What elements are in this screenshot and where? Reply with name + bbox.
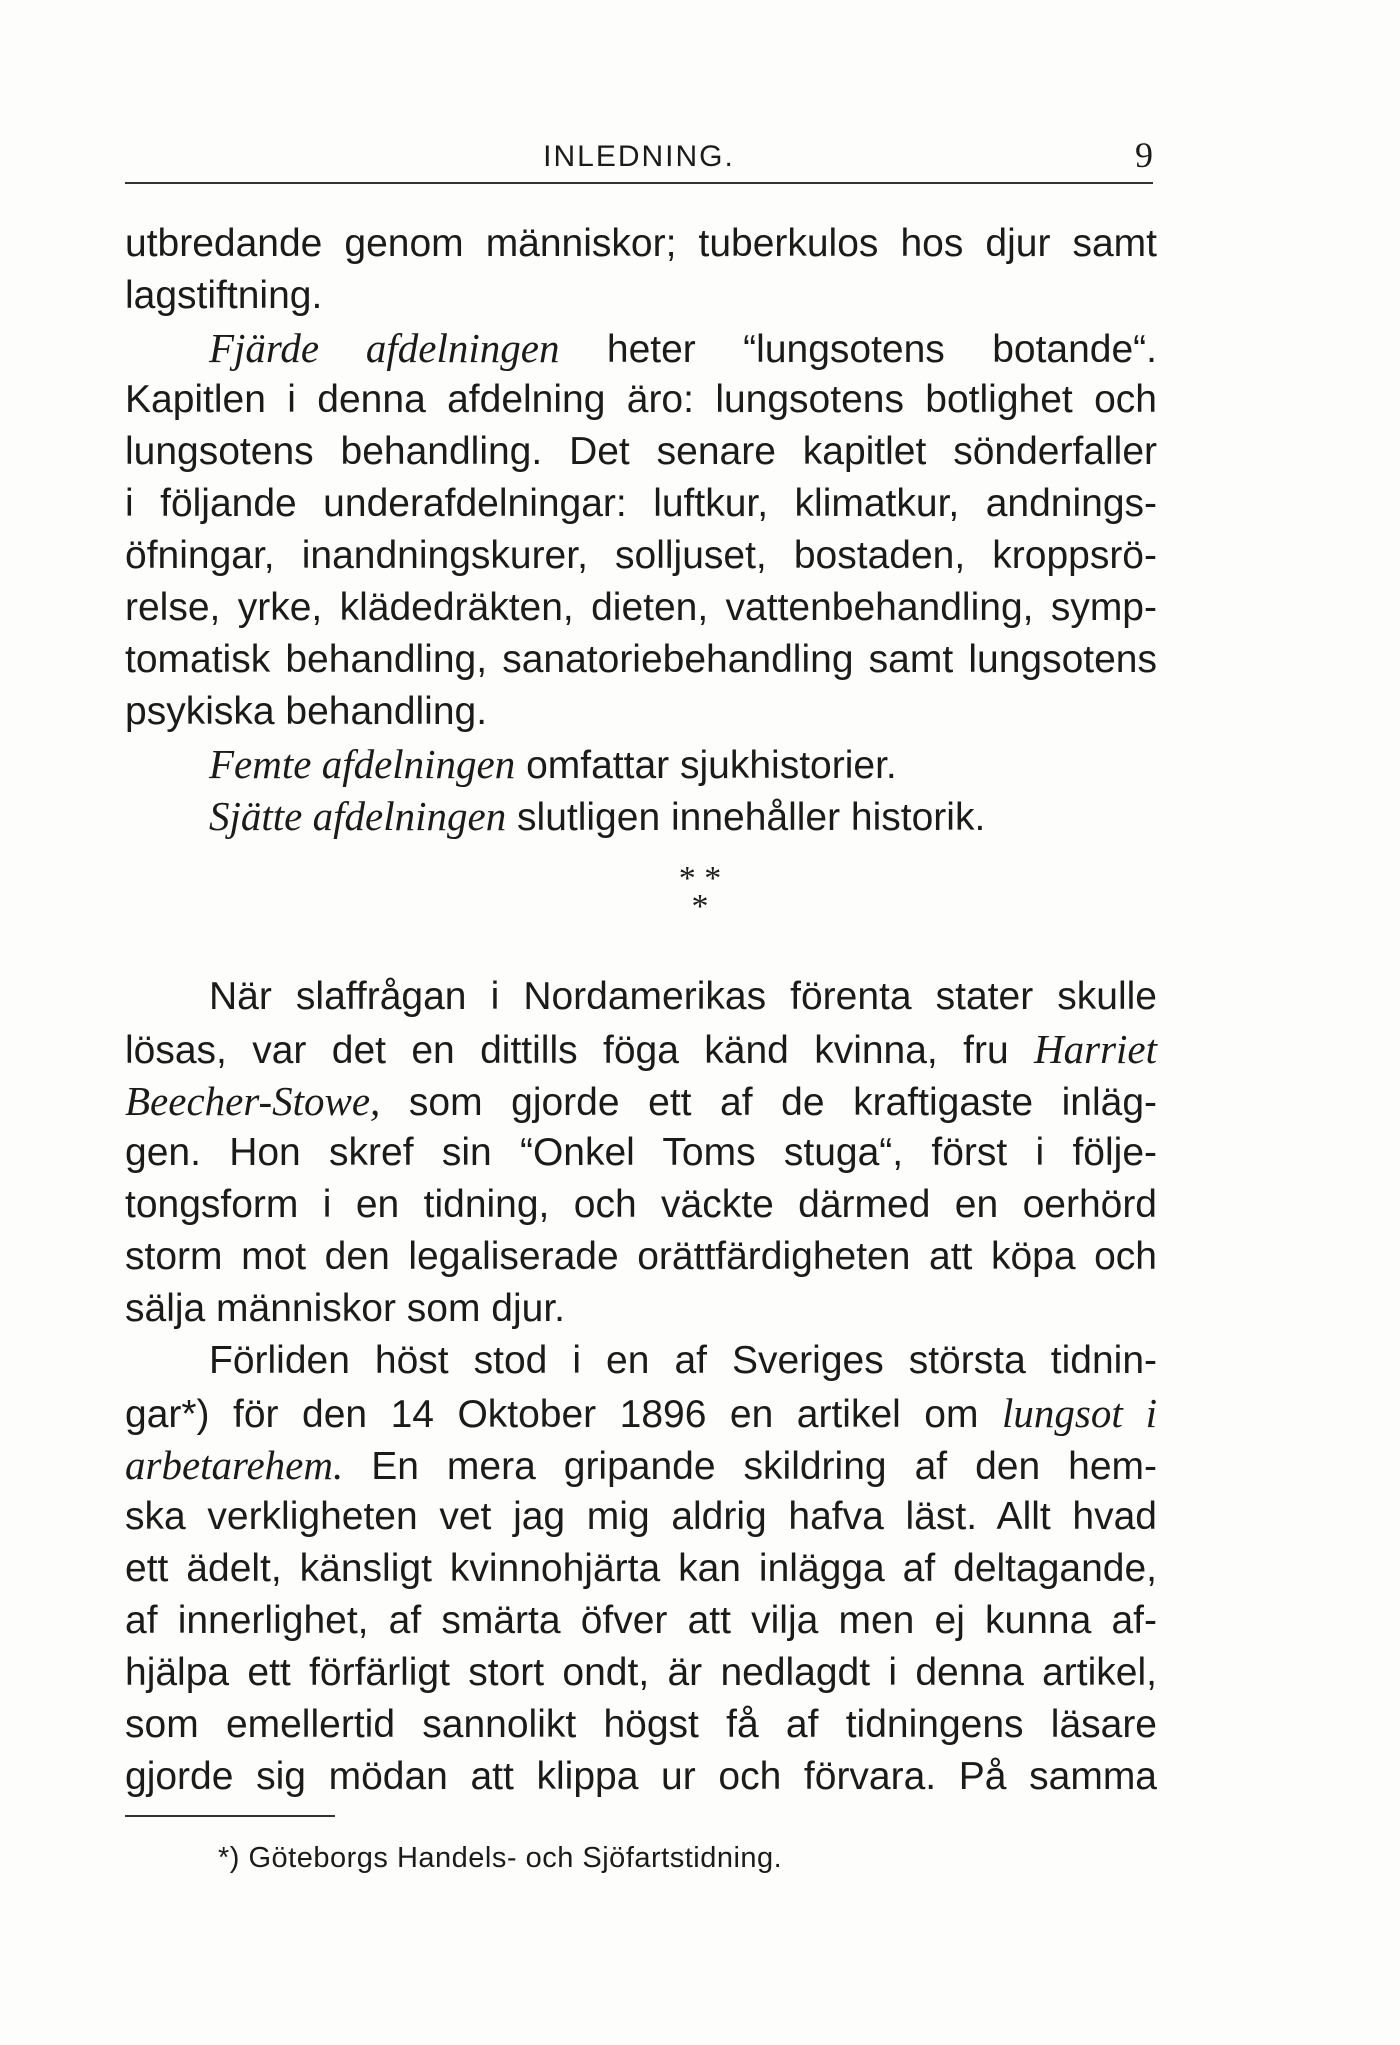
- body-text-section-2: [125, 971, 1157, 1803]
- italic-text: Sjätte afdelningen: [209, 793, 507, 839]
- text-line: [125, 634, 1157, 686]
- text-run: omfattar sjukhistorier.: [515, 744, 897, 787]
- text-line: [125, 971, 1157, 1023]
- text-run: lagstiftning.: [125, 274, 323, 317]
- text-line: [125, 322, 1157, 374]
- text-run: hjälpa ett förfärligt stort ondt, är nedlagdt i denna artikel,: [125, 1651, 1157, 1694]
- italic-text: Beecher-Stowe,: [125, 1078, 381, 1124]
- text-run: lungsotens behandling. Det senare kapitlet sönderfaller: [125, 430, 1157, 473]
- text-line: [125, 1283, 1157, 1335]
- footnote-rule: [125, 1815, 335, 1817]
- text-line: [125, 1699, 1157, 1751]
- text-run: som gjorde ett af de kraftigaste inläg-: [380, 1081, 1157, 1124]
- text-line: [125, 1023, 1157, 1075]
- page-number: 9: [1135, 135, 1153, 175]
- text-line: [125, 1439, 1157, 1491]
- italic-text: arbetarehem.: [125, 1442, 344, 1488]
- text-line: [125, 478, 1157, 530]
- text-line: [125, 218, 1157, 270]
- text-line: [125, 270, 1157, 322]
- text-run: ett ädelt, känsligt kvinnohjärta kan inlägga af deltagande,: [125, 1547, 1157, 1590]
- text-run: tongsform i en tidning, och väckte därmed en oerhörd: [125, 1183, 1157, 1226]
- text-run: Kapitlen i denna afdelning äro: lungsotens botlighet och: [125, 378, 1157, 421]
- text-run: öfningar, inandningskurer, solljuset, bostaden, kroppsrö-: [125, 534, 1157, 577]
- text-line: [125, 1491, 1157, 1543]
- text-run: relse, yrke, klädedräkten, dieten, vattenbehandling, symp-: [125, 586, 1157, 629]
- text-line: [125, 1543, 1157, 1595]
- italic-text: Harriet: [1034, 1026, 1157, 1072]
- separator-asterisk-bottom: *: [691, 888, 709, 925]
- text-run: sälja människor som djur.: [125, 1287, 566, 1330]
- text-run: heter “lungsotens botande“.: [559, 328, 1158, 371]
- text-run: gjorde sig mödan att klippa ur och förvara. På samma: [125, 1755, 1157, 1798]
- text-line: [125, 1335, 1157, 1387]
- italic-text: lungsot i: [1001, 1390, 1157, 1436]
- text-line: [125, 790, 1157, 842]
- text-line: [125, 1595, 1157, 1647]
- text-run: Förliden höst stod i en af Sveriges största tidnin-: [209, 1339, 1157, 1382]
- italic-text: Fjärde afdelningen: [209, 325, 560, 371]
- header-rule: [125, 182, 1153, 184]
- text-line: [125, 1075, 1157, 1127]
- text-line: [125, 738, 1157, 790]
- text-line: [125, 1127, 1157, 1179]
- text-line: [125, 374, 1157, 426]
- text-line: [125, 582, 1157, 634]
- italic-text: Femte afdelningen: [209, 741, 516, 787]
- text-line: [125, 1179, 1157, 1231]
- running-header: [125, 135, 1153, 184]
- text-run: En mera gripande skildring af den hem-: [343, 1445, 1157, 1488]
- text-line: [125, 1231, 1157, 1283]
- text-run: af innerlighet, af smärta öfver att vilja men ej kunna af-: [125, 1599, 1157, 1642]
- running-title: INLEDNING.: [543, 140, 735, 173]
- text-run: psykiska behandling.: [125, 690, 488, 733]
- text-line: [125, 1647, 1157, 1699]
- text-run: utbredande genom människor; tuberkulos hos djur samt: [125, 222, 1157, 265]
- text-run: slutligen innehåller historik.: [506, 796, 986, 839]
- footnote: *) Göteborgs Handels- och Sjöfartstidning.: [218, 1842, 783, 1874]
- text-line: [125, 1387, 1157, 1439]
- separator-asterisks-top: * *: [678, 860, 722, 897]
- text-run: gar*) för den 14 Oktober 1896 en artikel om: [125, 1393, 1002, 1436]
- text-run: storm mot den legaliserade orättfärdigheten att köpa och: [125, 1235, 1157, 1278]
- text-line: [125, 686, 1157, 738]
- text-line: [125, 426, 1157, 478]
- text-line: [125, 1751, 1157, 1803]
- text-run: som emellertid sannolikt högst få af tidningens läsare: [125, 1703, 1157, 1746]
- text-run: lösas, var det en dittills föga känd kvinna, fru: [125, 1029, 1034, 1072]
- body-text-section-1: [125, 218, 1157, 842]
- text-line: [125, 530, 1157, 582]
- text-run: gen. Hon skref sin “Onkel Toms stuga“, först i följe-: [125, 1131, 1157, 1174]
- text-run: tomatisk behandling, sanatoriebehandling samt lungsotens: [125, 638, 1157, 681]
- text-run: ska verkligheten vet jag mig aldrig hafva läst. Allt hvad: [125, 1495, 1157, 1538]
- text-run: När slaffrågan i Nordamerikas förenta stater skulle: [209, 975, 1157, 1018]
- text-run: i följande underafdelningar: luftkur, klimatkur, andnings-: [125, 482, 1157, 525]
